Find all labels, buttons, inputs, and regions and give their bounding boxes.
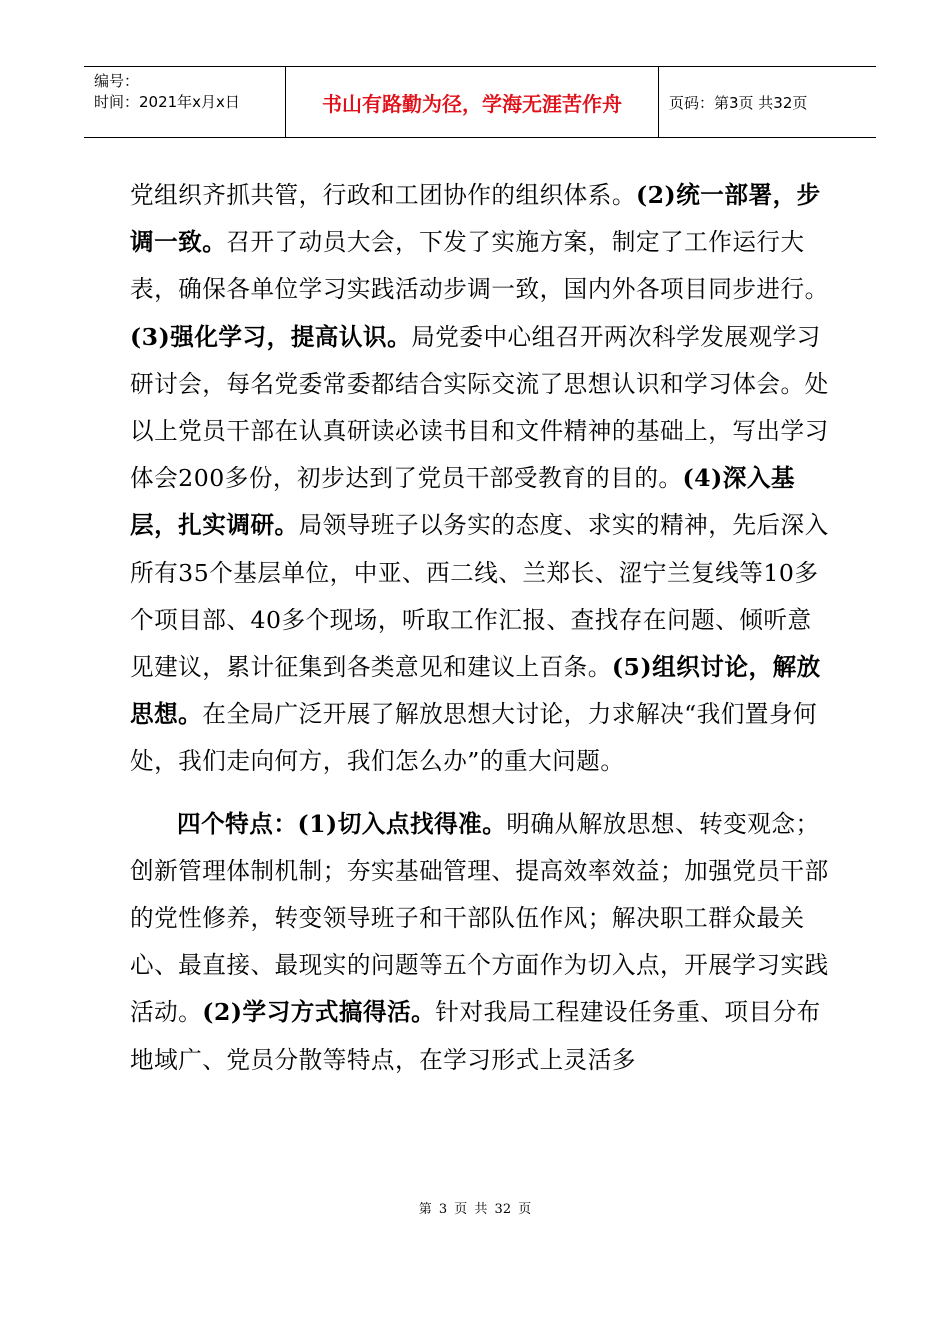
bold-heading: (5)组织讨论，解放思想。 bbox=[130, 653, 821, 729]
header-page-label: 页码：第3页 共32页 bbox=[669, 93, 808, 112]
segment: 局领导班子以务实的态度、求实的精神，先后深入所有35个基层单位，中亚、西二线、兰郑长、涩宁兰复线等10多个项目部、40多个现场，听取工作汇报、查找存在问题、倾听意见建议，累计征集到各类意见和建议上百条。 bbox=[130, 511, 829, 682]
page-footer: 第 3 页 共 32 页 bbox=[418, 1202, 532, 1217]
paragraph-2 bbox=[130, 801, 830, 1084]
segment: 召开了动员大会，下发了实施方案，制定了工作运行大表，确保各单位学习实践活动步调一致，国内外各项目同步进行。 bbox=[130, 228, 829, 304]
segment: 党组织齐抓共管，行政和工团协作的组织体系。 bbox=[130, 181, 636, 209]
bold-heading: (3)强化学习，提高认识。 bbox=[130, 322, 412, 351]
segment: 在全局广泛开展了解放思想大讨论，力求解决“我们置身何处，我们走向何方，我们怎么办”的重大问题。 bbox=[130, 700, 818, 776]
bold-heading: 四个特点：(1)切入点找得准。 bbox=[177, 809, 507, 838]
paragraph-1 bbox=[130, 172, 830, 786]
number-label: 编号： bbox=[94, 72, 140, 90]
date-label: 时间：2021年x月x日 bbox=[94, 93, 240, 111]
bold-heading: (2)统一部署，步调一致。 bbox=[130, 181, 821, 257]
segment: 针对我局工程建设任务重、项目分布地域广、党员分散等特点，在学习形式上灵活多 bbox=[130, 998, 821, 1074]
header-meta bbox=[84, 67, 286, 137]
bold-heading: (2)学习方式搞得活。 bbox=[202, 998, 436, 1027]
document-body bbox=[130, 172, 830, 1084]
header-motto: 书山有路勤为径，学海无涯苦作舟 bbox=[286, 67, 659, 137]
document-header bbox=[84, 66, 876, 138]
segment: 明确从解放思想、转变观念；创新管理体制机制；夯实基础管理、提高效率效益；加强党员干部的党性修养，转变领导班子和干部队伍作风；解决职工群众最关心、最直接、最现实的问题等五个方面作为切入点，开展学习实践活动。 bbox=[130, 809, 829, 1027]
segment: 局党委中心组召开两次科学发展观学习研讨会，每名党委常委都结合实际交流了思想认识和学习体会。处以上党员干部在认真研读必读书目和文件精神的基础上，写出学习体会200多份，初步达到了党员干部受教育的目的。 bbox=[130, 322, 829, 493]
bold-heading: (4)深入基层，扎实调研。 bbox=[130, 464, 796, 540]
